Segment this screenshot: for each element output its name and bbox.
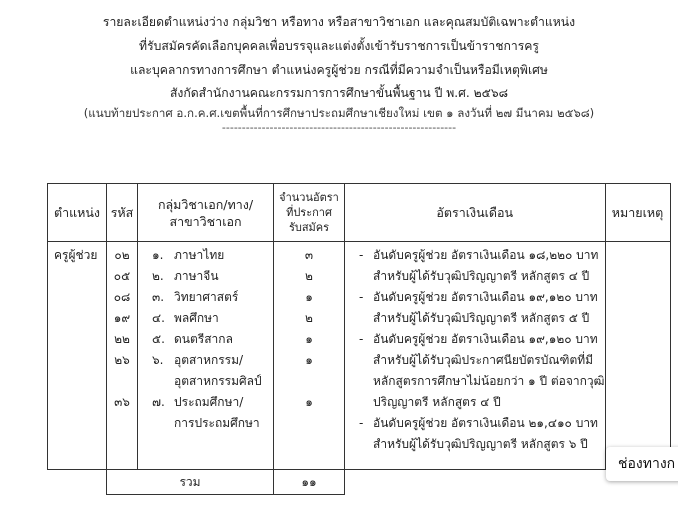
pay-bullet: - [359,290,364,304]
code-item: ๐๘ [113,290,131,304]
doc-subtitle: (แนบท้ายประกาศ อ.ก.ค.ศ.เขตพื้นที่การศึกษาประถมศึกษาเชียงใหม่ เขต ๑ ลงวันที่ ๒๗ มีนาคม ๒๕๖๘) [83,106,595,120]
pay-text: สำหรับผู้ได้รับวุฒิประกาศนียบัตรบัณฑิตที่มี [373,353,594,367]
count-item: ๓ [304,248,314,262]
subject-item [152,413,273,434]
doc-title-line-2: ที่รับสมัครคัดเลือกบุคคลเพื่อบรรจุและแต่งตั้งเข้ารับราชการเป็นข้าราชการครู [139,39,539,53]
pay-text: สำหรับผู้ได้รับวุฒิปริญญาตรี หลักสูตร ๖ ปี [373,437,588,451]
header-count-line-2: ที่ประกาศ [286,206,332,219]
pay-line [359,371,605,392]
subject-number: ๓. [152,290,165,304]
header-count-line-3: รับสมัคร [288,221,330,234]
pay-text: อันดับครูผู้ช่วย อัตราเงินเดือน ๑๘,๒๒๐ บาท [373,248,599,262]
subject-name: การประถมศึกษา [174,416,260,430]
pay-text: อันดับครูผู้ช่วย อัตราเงินเดือน ๑๙,๑๒๐ บาท [373,290,598,304]
cell-remark [605,242,670,470]
subject-name: วิทยาศาสตร์ [174,290,239,304]
pay-line [359,329,605,350]
cell-codes [107,242,138,470]
vacancy-table [47,183,671,495]
subject-name: ภาษาไทย [174,248,225,262]
subject-item [152,266,273,287]
header-subject-line-1: กลุ่มวิชาเอก/ทาง/ [157,196,254,212]
pay-text: หลักสูตรการศึกษาไม่น้อยกว่า ๑ ปี ต่อจากวุฒิ [373,374,605,388]
doc-title-line-1: รายละเอียดตำแหน่งว่าง กลุ่มวิชา หรือทาง หรือสาขาวิชาเอก และคุณสมบัติเฉพาะตำแหน่ง [102,15,576,29]
subject-item [152,245,273,266]
pay-line [359,350,605,371]
pay-line [359,413,605,434]
header-position: ตำแหน่ง [48,184,107,242]
subject-number: ๒. [152,269,164,283]
count-item: ๑ [305,395,313,409]
pay-line [359,392,605,413]
header-code: รหัส [107,184,138,242]
count-item: ๒ [305,311,313,325]
table-total-row [48,470,671,495]
contact-channel-popup[interactable] [606,447,678,481]
code-item: ๓๖ [114,395,130,409]
header-remark: หมายเหตุ [605,184,670,242]
pay-line [359,266,605,287]
count-item: ๑ [305,353,313,367]
cell-counts [274,242,345,470]
pay-text: สำหรับผู้ได้รับวุฒิปริญญาตรี หลักสูตร ๕ ปี [373,311,590,325]
count-item: ๑ [305,332,313,346]
count-item [274,413,344,434]
subject-name: ดนตรีสากล [174,332,233,346]
subject-name: พลศึกษา [174,311,219,325]
contact-channel-text: ช่องทางก [618,456,676,472]
doc-title-line-4: สังกัดสำนักงานคณะกรรมการการศึกษาขั้นพื้นฐาน ปี พ.ศ. ๒๕๖๘ [169,86,509,100]
count-item: ๒ [305,269,313,283]
pay-bullet: - [359,416,364,430]
code-item: ๐๕ [113,269,131,283]
total-label: รวม [107,470,274,495]
header-subject [138,184,274,242]
code-item [107,371,137,392]
pay-line [359,245,605,266]
header-count [274,184,345,242]
code-item: ๒๒ [114,332,130,346]
pay-text: อันดับครูผู้ช่วย อัตราเงินเดือน ๑๙,๑๒๐ บาท [373,332,598,346]
pay-text: ปริญญาตรี หลักสูตร ๔ ปี [373,395,501,409]
pay-bullet: - [359,248,364,262]
subject-name: ประถมศึกษา/ [174,395,244,409]
table-body-row [48,242,671,470]
total-value: ๑๑ [274,470,345,495]
pay-text: อันดับครูผู้ช่วย อัตราเงินเดือน ๒๑,๔๑๐ บาท [373,416,598,430]
pay-line [359,287,605,308]
count-item [274,371,344,392]
subject-number: ๔. [152,311,165,325]
header-subject-line-2: สาขาวิชาเอก [169,213,242,229]
subject-item [152,287,273,308]
subject-name: อุตสาหกรรมศิลป์ [174,374,262,388]
pay-bullet: - [359,332,364,346]
header-count-line-1: จำนวนอัตรา [279,191,339,204]
subject-item [152,392,273,413]
pay-line [359,308,605,329]
subject-item [152,308,273,329]
cell-position: ครูผู้ช่วย [48,242,107,470]
header-pay: อัตราเงินเดือน [345,184,606,242]
subject-number: ๑. [152,248,164,262]
code-item [107,413,137,434]
divider-line: ----------------------------------------------------------- [221,121,457,134]
doc-title-line-3: และบุคลากรทางการศึกษา ตำแหน่งครูผู้ช่วย กรณีที่มีความจำเป็นหรือมีเหตุพิเศษ [130,63,548,77]
code-item: ๒๖ [114,353,130,367]
cell-pay [345,242,606,470]
subject-item [152,350,273,371]
subject-number: ๕. [152,332,165,346]
count-item: ๑ [305,290,313,304]
pay-text: สำหรับผู้ได้รับวุฒิปริญญาตรี หลักสูตร ๔ ปี [373,269,590,283]
subject-name: อุตสาหกรรม/ [174,353,244,367]
code-item: ๐๒ [114,248,130,262]
subject-item [152,329,273,350]
subject-item [152,371,273,392]
subject-number: ๖. [152,353,164,367]
table-header-row [48,184,671,242]
subject-number: ๗. [152,395,165,409]
pay-line [359,434,605,455]
subject-name: ภาษาจีน [174,269,219,283]
code-item: ๑๙ [113,311,131,325]
cell-subjects [138,242,274,470]
